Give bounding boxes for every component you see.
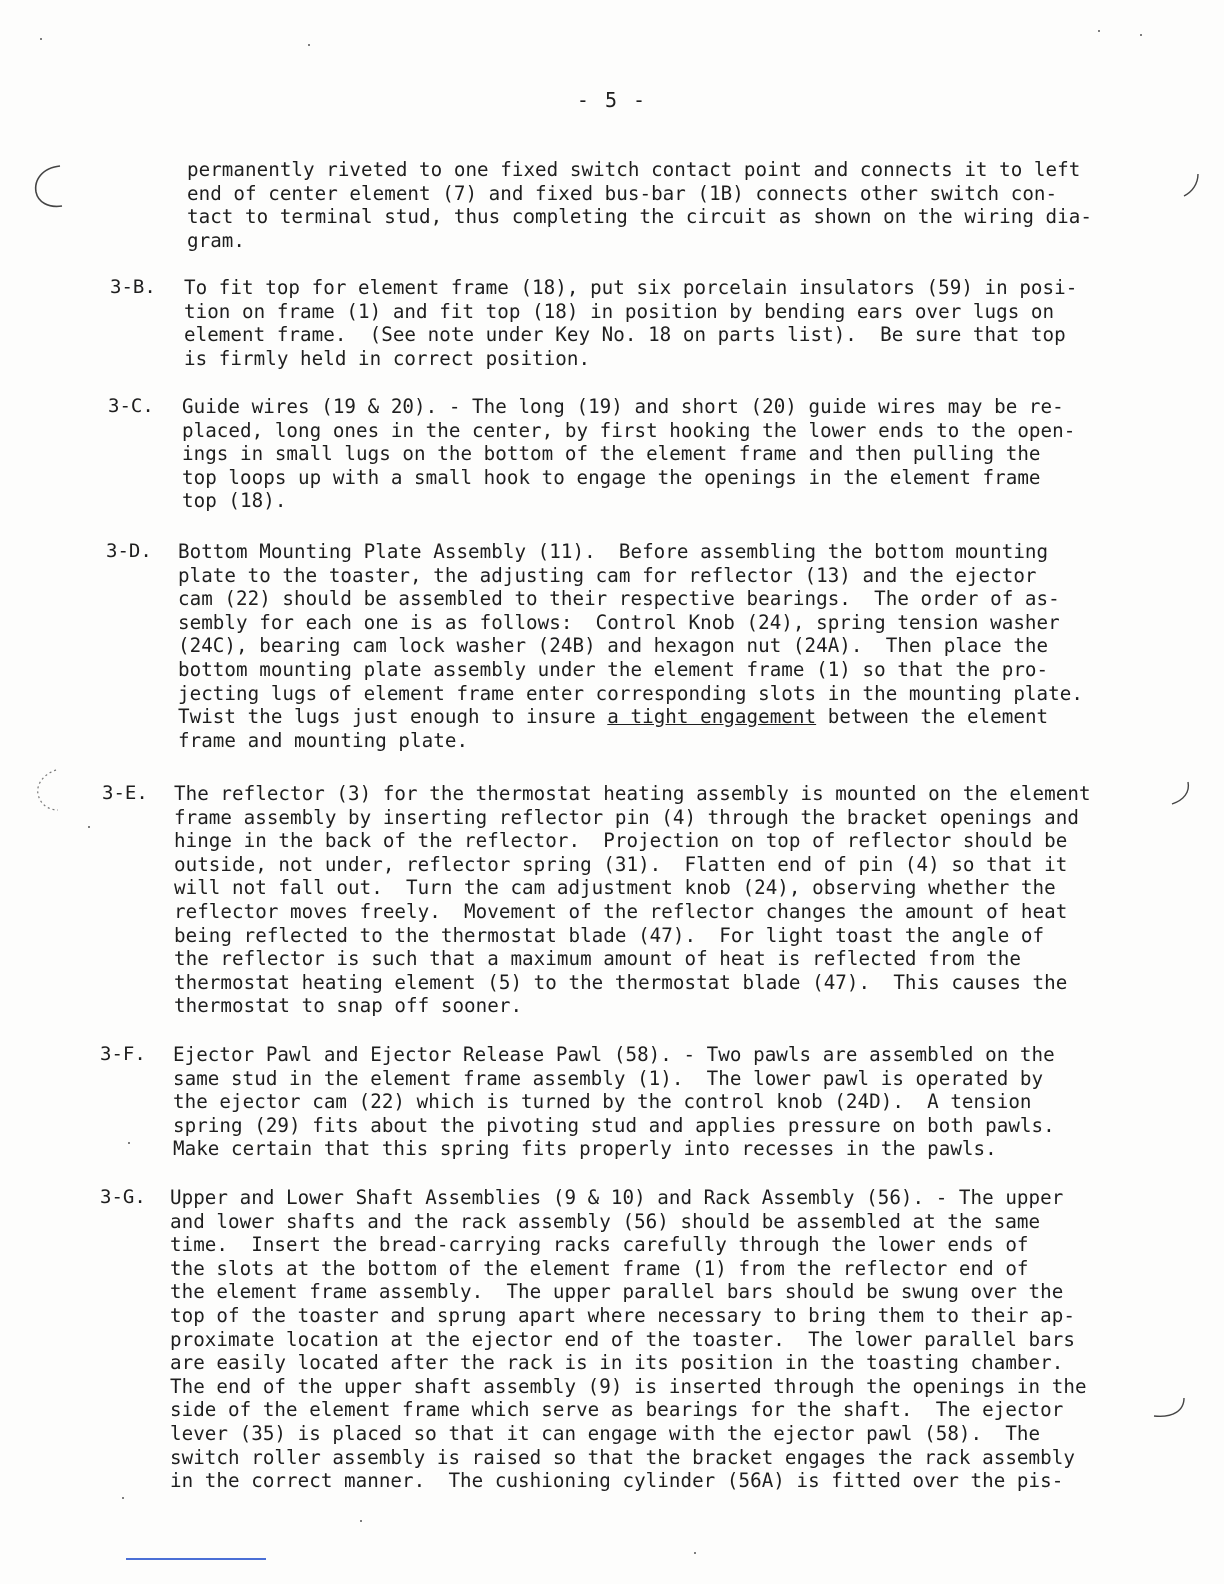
text-line: To fit top for element frame (18), put six porcelain insulators (59) in posi-	[184, 276, 1078, 299]
text-line: side of the element frame which serve as bearings for the shaft. The ejector	[170, 1398, 1064, 1422]
text-line: jecting lugs of element frame enter corresponding slots in the mounting plate.	[178, 681, 1083, 705]
section-number: 3-D.	[106, 540, 152, 562]
text-line: thermostat to snap off sooner.	[174, 994, 523, 1018]
scan-speck	[40, 38, 42, 40]
text-line: (24C), bearing cam lock washer (24B) and hexagon nut (24A). Then place the	[178, 634, 1049, 658]
text-line: gram.	[187, 228, 246, 252]
text-line: The reflector (3) for the thermostat heating assembly is mounted on the element	[174, 782, 1091, 805]
text-run: between the element	[816, 705, 1049, 729]
text-line: bottom mounting plate assembly under the element frame (1) so that the pro-	[178, 657, 1049, 681]
section-body	[182, 395, 1075, 513]
text-line: top of the toaster and sprung apart where necessary to bring them to their ap-	[170, 1303, 1075, 1327]
text-line: tion on frame (1) and fit top (18) in position by bending ears over lugs on	[184, 299, 1055, 323]
continuation-paragraph	[187, 158, 1117, 252]
text-line: frame and mounting plate.	[178, 728, 469, 752]
text-line: Ejector Pawl and Ejector Release Pawl (58). - Two pawls are assembled on the	[173, 1043, 1055, 1066]
text-line: spring (29) fits about the pivoting stud and applies pressure on both pawls.	[173, 1113, 1055, 1137]
text-line: the slots at the bottom of the element frame (1) from the reflector end of	[170, 1256, 1029, 1280]
text-line: is firmly held in correct position.	[184, 346, 591, 370]
text-line: Make certain that this spring fits properly into recesses in the pawls.	[173, 1137, 997, 1161]
text-line: reflector moves freely. Movement of the reflector changes the amount of heat	[174, 899, 1068, 923]
bottom-blue-rule	[126, 1558, 266, 1560]
scan-speck	[128, 1142, 130, 1144]
text-line: are easily located after the rack is in its position in the toasting chamber.	[170, 1351, 1064, 1375]
text-run: Twist the lugs just enough to insure	[178, 705, 608, 729]
text-line: plate to the toaster, the adjusting cam for reflector (13) and the ejector	[178, 563, 1037, 587]
text-line: outside, not under, reflector spring (31). Flatten end of pin (4) so that it	[174, 852, 1068, 876]
text-line: frame assembly by inserting reflector pin (4) through the bracket openings and	[174, 805, 1079, 829]
section-number: 3-F.	[100, 1043, 146, 1065]
text-line	[178, 705, 1083, 729]
text-line: top (18).	[182, 489, 287, 513]
text-line: same stud in the element frame assembly (1). The lower pawl is operated by	[173, 1066, 1044, 1090]
text-line: ings in small lugs on the bottom of the element frame and then pulling the	[182, 442, 1041, 466]
text-line: top loops up with a small hook to engage the openings in the element frame	[182, 465, 1041, 489]
scan-speck	[1140, 34, 1142, 36]
binder-hole-mark-top	[30, 162, 70, 212]
section-body	[184, 276, 1077, 370]
text-line: lever (35) is placed so that it can engage with the ejector pawl (58). The	[170, 1421, 1041, 1445]
text-line: element frame. (See note under Key No. 18 on parts list). Be sure that top	[184, 323, 1066, 347]
page-number: - 5 -	[576, 88, 648, 112]
scan-speck	[122, 1497, 124, 1499]
section-body	[170, 1186, 1087, 1493]
text-line: the element frame assembly. The upper parallel bars should be swung over the	[170, 1280, 1064, 1304]
text-line: will not fall out. Turn the cam adjustment knob (24), observing whether the	[174, 876, 1056, 900]
binder-hole-mark-right-middle	[1166, 778, 1196, 808]
text-line: and lower shafts and the rack assembly (56) should be assembled at the same	[170, 1209, 1041, 1233]
scan-speck	[694, 1552, 696, 1554]
text-line: Bottom Mounting Plate Assembly (11). Before assembling the bottom mounting	[178, 540, 1049, 563]
text-line: switch roller assembly is raised so that the bracket engages the rack assembly	[170, 1445, 1075, 1469]
text-line: end of center element (7) and fixed bus-bar (1B) connects other switch con-	[187, 181, 1058, 205]
text-line: tact to terminal stud, thus completing the circuit as shown on the wiring dia-	[187, 205, 1092, 229]
text-line: the reflector is such that a maximum amount of heat is reflected from the	[174, 947, 1021, 971]
text-line: The end of the upper shaft assembly (9) is inserted through the openings in the	[170, 1374, 1087, 1398]
text-line: hinge in the back of the reflector. Projection on top of reflector should be	[174, 829, 1068, 853]
text-line: cam (22) should be assembled to their respective bearings. The order of as-	[178, 587, 1060, 611]
text-line: placed, long ones in the center, by first hooking the lower ends to the open-	[182, 418, 1076, 442]
section-number: 3-C.	[108, 395, 154, 417]
text-line: proximate location at the ejector end of the toaster. The lower parallel bars	[170, 1327, 1075, 1351]
text-line: being reflected to the thermostat blade (47). For light toast the angle of	[174, 923, 1045, 947]
section-number: 3-E.	[102, 782, 148, 804]
scan-speck	[360, 1520, 362, 1522]
scan-speck	[1098, 30, 1100, 32]
section-body	[178, 540, 1083, 752]
binder-hole-mark-right-bottom	[1150, 1394, 1190, 1424]
scan-speck	[88, 826, 90, 828]
section-body	[174, 782, 1091, 1018]
text-line: the ejector cam (22) which is turned by the control knob (24D). A tension	[173, 1090, 1032, 1114]
binder-hole-mark-middle	[30, 766, 70, 816]
text-line: time. Insert the bread-carrying racks carefully through the lower ends of	[170, 1233, 1029, 1257]
text-line: sembly for each one is as follows: Control Knob (24), spring tension washer	[178, 610, 1060, 634]
section-number: 3-G.	[100, 1186, 146, 1208]
text-line: Upper and Lower Shaft Assemblies (9 & 10) and Rack Assembly (56). - The upper	[170, 1186, 1064, 1209]
underlined-phrase: a tight engagement	[607, 705, 817, 729]
section-body	[173, 1043, 1055, 1161]
text-line: Guide wires (19 & 20). - The long (19) and short (20) guide wires may be re-	[182, 395, 1064, 418]
scan-speck	[308, 44, 310, 46]
binder-hole-mark-right-top	[1180, 170, 1204, 200]
text-line: permanently riveted to one fixed switch contact point and connects it to left	[187, 158, 1081, 181]
section-number: 3-B.	[110, 276, 156, 298]
text-line: in the correct manner. The cushioning cylinder (56A) is fitted over the pis-	[170, 1469, 1064, 1493]
text-line: thermostat heating element (5) to the thermostat blade (47). This causes the	[174, 970, 1068, 994]
